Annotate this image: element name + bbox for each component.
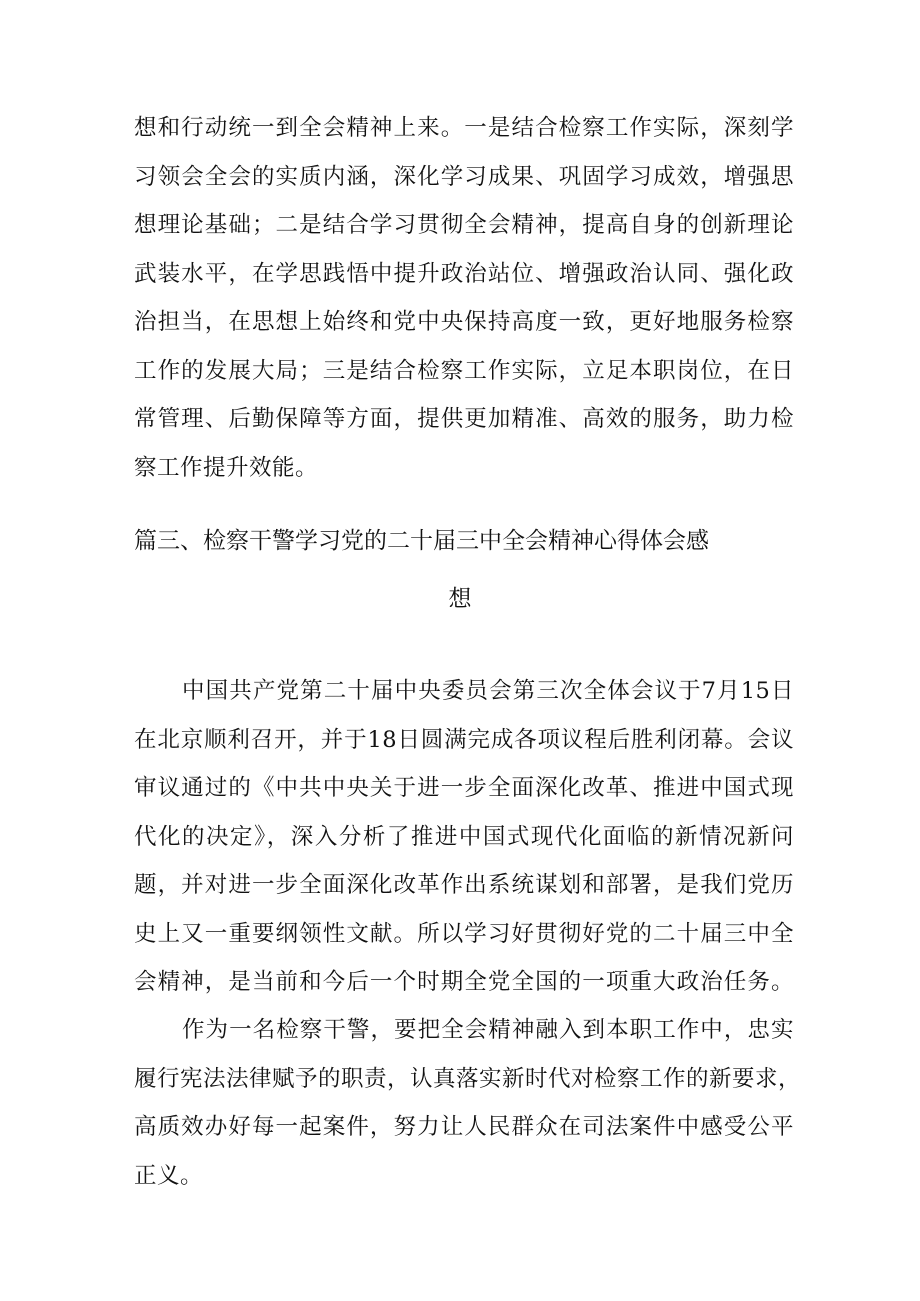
text-line: 在北京顺利召开，并于18日圆满完成各项议程后胜利闭幕。会议 [134,726,794,753]
text-line: 正义。 [134,1162,204,1189]
paragraph-2 [134,1006,802,1200]
text-line: 中国共产党第二十届中央委员会第三次全体会议于7月15日 [182,678,794,704]
text-line: 想理论基础；二是结合学习贯彻全会精神，提高自身的创新理论 [134,212,794,238]
paragraph-1 [134,667,794,1007]
section-heading-line1: 篇三、检察干警学习党的二十届三中全会精神心得体会感 [134,528,709,554]
text-line: 履行宪法法律赋予的职责，认真落实新时代对检察工作的新要求， [134,1065,802,1092]
text-line: 察工作提升效能。 [134,454,319,481]
section-heading-line2: 想 [448,586,472,612]
text-line: 常管理、后勤保障等方面，提供更加精准、高效的服务，助力检 [134,406,794,432]
text-line: 治担当，在思想上始终和党中央保持高度一致，更好地服务检察 [134,309,794,335]
text-line: 史上又一重要纲领性文献。所以学习好贯彻好党的二十届三中全 [134,920,794,947]
text-line: 会精神，是当前和今后一个时期全党全国的一项重大政治任务。 [134,969,794,995]
text-line: 武装水平，在学思践悟中提升政治站位、增强政治认同、强化政 [134,260,794,287]
text-line: 审议通过的《中共中央关于进一步全面深化改革、推进中国式现 [134,775,794,801]
section1-paragraph [134,104,794,492]
text-line: 想和行动统一到全会精神上来。一是结合检察工作实际，深刻学 [134,115,794,141]
text-line: 习领会全会的实质内涵，深化学习成果、巩固学习成效，增强思 [134,163,794,190]
text-line: 代化的决定》，深入分析了推进中国式现代化面临的新情况新问 [134,823,794,850]
text-line: 高质效办好每一起案件，努力让人民群众在司法案件中感受公平 [134,1114,794,1140]
text-line: 工作的发展大局；三是结合检察工作实际，立足本职岗位，在日 [134,357,794,384]
text-line: 作为一名检察干警，要把全会精神融入到本职工作中，忠实 [182,1017,794,1043]
text-line: 题，并对进一步全面深化改革作出系统谋划和部署，是我们党历 [134,872,794,898]
